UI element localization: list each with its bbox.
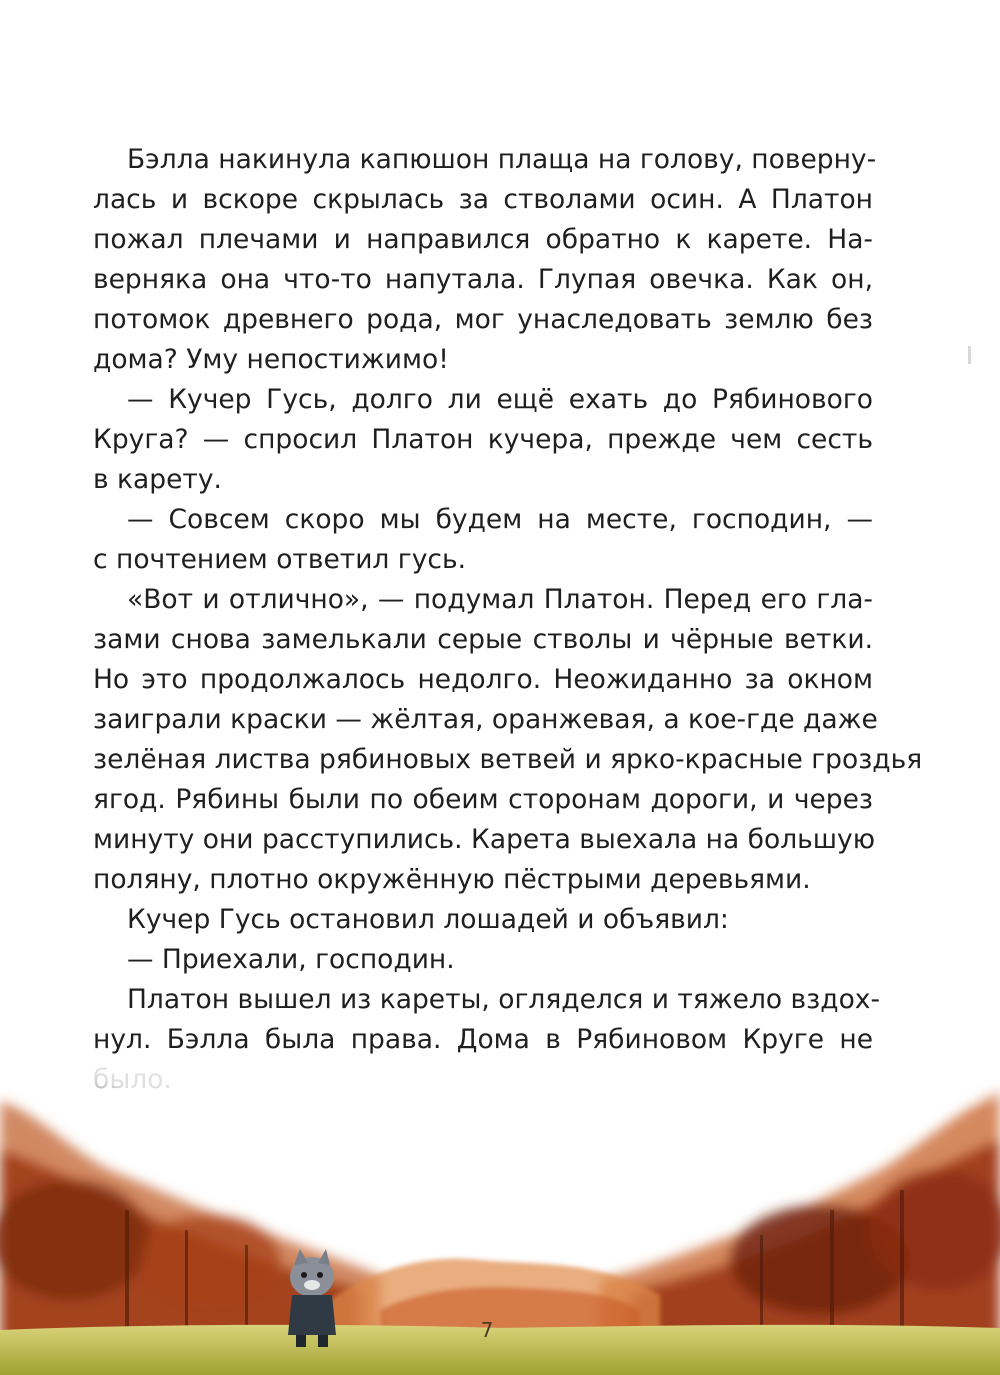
text-line: Бэлла накинула капюшон плаща на голову, поверну- [127, 144, 877, 175]
text-line: зами снова замелькали серые стволы и чёрные ветки. [93, 624, 873, 655]
text-line: Платон вышел из кареты, огляделся и тяжело вздох- [127, 984, 881, 1015]
page-number: 7 [480, 1318, 494, 1342]
text-line: в карету. [93, 464, 222, 495]
scan-mark [968, 346, 971, 364]
text-line: поляну, плотно окружённую пёстрыми деревьями. [93, 864, 811, 895]
text-line: ягод. Рябины были по обеим сторонам дороги, и через [93, 784, 873, 815]
text-line: лась и вскоре скрылась за стволами осин. А Платон [93, 184, 873, 215]
story-text [93, 140, 923, 1100]
text-line: дома? Уму непостижимо! [93, 344, 449, 375]
autumn-forest-illustration [0, 1060, 1000, 1375]
text-line: — Приехали, господин. [127, 944, 455, 975]
text-line: Круга? — спросил Платон кучера, прежде чем сесть [93, 424, 873, 455]
text-line: с почтением ответил гусь. [93, 544, 467, 575]
text-line: верняка она что-то напутала. Глупая овечка. Как он, [93, 264, 873, 295]
meadow-grass [0, 1325, 1000, 1375]
text-line: пожал плечами и направился обратно к карете. На- [93, 224, 873, 255]
text-line: заиграли краски — жёлтая, оранжевая, а кое-где даже [93, 704, 878, 735]
text-line: Но это продолжалось недолго. Неожиданно за окном [93, 664, 873, 695]
text-line: минуту они расступились. Карета выехала на большую [93, 824, 875, 855]
text-line: «Вот и отлично», — подумал Платон. Перед его гла- [127, 584, 873, 615]
text-line: Кучер Гусь остановил лошадей и объявил: [127, 904, 729, 935]
text-line: потомок древнего рода, мог унаследовать землю без [93, 304, 873, 335]
text-line: — Совсем скоро мы будем на месте, господин, — [127, 504, 873, 535]
text-line: нул. Бэлла была права. Дома в Рябиновом Круге не [93, 1024, 873, 1055]
text-line: — Кучер Гусь, долго ли ещё ехать до Рябинового [127, 384, 873, 415]
cat-character-figure [288, 1249, 336, 1347]
text-line: зелёная листва рябиновых ветвей и ярко-красные гроздья [93, 744, 923, 775]
